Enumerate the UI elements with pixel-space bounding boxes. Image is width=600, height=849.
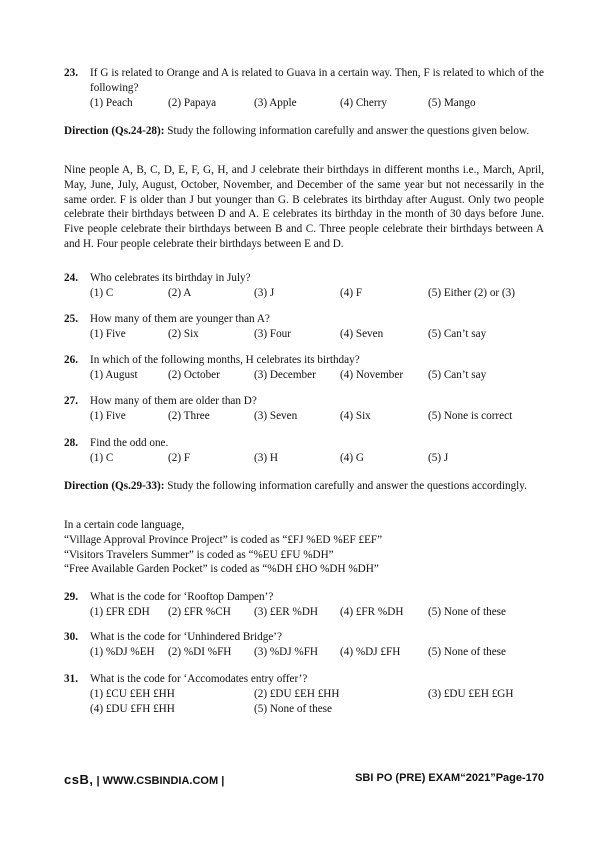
option-3: (3) Seven <box>254 409 298 422</box>
options-row <box>90 409 544 424</box>
question-30 <box>64 630 544 660</box>
question-text: What is the code for ‘Unhindered Bridge’? <box>90 631 282 643</box>
footer-brand <box>64 771 224 789</box>
option-4: (4) £FR %DH <box>340 605 404 618</box>
csb-logo: csB, <box>64 772 94 787</box>
options-row <box>90 327 544 342</box>
question-text: What is the code for ‘Rooftop Dampen’? <box>90 591 274 603</box>
question-number: 27. <box>64 395 78 407</box>
direction-24-28 <box>64 124 544 139</box>
question-31 <box>64 672 544 717</box>
option-3: (3) J <box>254 286 275 299</box>
option-4: (4) Six <box>340 409 371 422</box>
option-2: (2) F <box>168 451 191 464</box>
option-1: (1) C <box>90 451 114 464</box>
page-footer <box>64 771 544 787</box>
option-2: (2) Six <box>168 327 199 340</box>
question-number: 25. <box>64 313 78 325</box>
direction-label: Direction (Qs.29-33): <box>64 480 165 492</box>
option-4: (4) Seven <box>340 327 384 340</box>
option-3: (3) H <box>254 451 278 464</box>
question-text: How many of them are older than D? <box>90 395 257 407</box>
option-1: (1) £CU £EH £HH <box>90 687 175 700</box>
question-28 <box>64 436 544 466</box>
question-29 <box>64 590 544 620</box>
option-4: (4) £DU £FH £HH <box>90 702 175 715</box>
option-4: (4) F <box>340 286 363 299</box>
question-27 <box>64 394 544 424</box>
code-line-2: “Visitors Travelers Summer” is coded as “%EU £FU %DH” <box>64 548 334 561</box>
direction-text: Study the following information carefully and answer the questions accordingly. <box>164 480 527 492</box>
option-3: (3) £ER %DH <box>254 605 319 618</box>
option-4: (4) %DJ £FH <box>340 645 401 658</box>
direction-29-33 <box>64 479 544 494</box>
option-2: (2) A <box>168 286 192 299</box>
footer-page-label: SBI PO (PRE) EXAM“2021”Page-170 <box>355 772 544 784</box>
question-text: If G is related to Orange and A is related to Guava in a certain way. Then, F is related to which of the following? <box>90 67 544 94</box>
direction-label: Direction (Qs.24-28): <box>64 125 165 137</box>
option-1: (1) Peach <box>90 96 133 109</box>
code-line-1: “Village Approval Province Project” is coded as “£FJ %ED %EF £EF” <box>64 533 383 546</box>
question-number: 24. <box>64 272 78 284</box>
option-2: (2) October <box>168 368 220 381</box>
question-23 <box>64 66 544 111</box>
options-row <box>90 645 544 660</box>
options-row <box>90 451 544 466</box>
option-2: (2) Three <box>168 409 210 422</box>
options-row <box>90 687 544 702</box>
options-row <box>90 368 544 383</box>
option-3: (3) Four <box>254 327 291 340</box>
question-number: 31. <box>64 673 78 685</box>
question-number: 23. <box>64 67 78 79</box>
options-row <box>90 96 544 111</box>
direction-text: Study the following information carefully and answer the questions given below. <box>164 125 530 137</box>
question-number: 30. <box>64 631 78 643</box>
option-3: (3) %DJ %FH <box>254 645 319 658</box>
puzzle-paragraph: Nine people A, B, C, D, E, F, G, H, and J celebrate their birthdays in different months i.e., March, April, May, June, July, August, October, November, and December of the same year but not necessarily in the same order. F is older than J but younger than G. B celebrates its birthday after August. Only two people celebrate their birthdays between D and A. E celebrates its birthday in the month of 30 days before June. Five people celebrate their birthdays between B and C. Three people celebrate their birthdays between A and H. Four people celebrate their birthdays between E and D. <box>64 164 544 250</box>
option-5: (5) None of these <box>254 702 332 715</box>
option-1: (1) C <box>90 286 114 299</box>
option-4: (4) November <box>340 368 404 381</box>
option-1: (1) £FR £DH <box>90 605 150 618</box>
question-text: Find the odd one. <box>90 437 169 449</box>
option-5: (5) Mango <box>428 96 476 109</box>
option-2: (2) £DU £EH £HH <box>254 687 340 700</box>
options-row <box>90 286 544 301</box>
question-number: 26. <box>64 354 78 366</box>
option-1: (1) %DJ %EH <box>90 645 155 658</box>
option-5: (5) Can’t say <box>428 368 487 381</box>
option-5: (5) J <box>428 451 449 464</box>
code-language-block <box>64 518 544 577</box>
option-2: (2) %DI %FH <box>168 645 232 658</box>
option-5: (5) None is correct <box>428 409 513 422</box>
question-26 <box>64 353 544 383</box>
option-2: (2) Papaya <box>168 96 217 109</box>
option-5: (5) Either (2) or (3) <box>428 286 515 299</box>
option-1: (1) August <box>90 368 138 381</box>
code-line-3: “Free Available Garden Pocket” is coded as “%DH £HO %DH %DH” <box>64 563 379 576</box>
option-5: (5) None of these <box>428 645 506 658</box>
question-text: Who celebrates its birthday in July? <box>90 272 251 284</box>
code-intro: In a certain code language, <box>64 519 185 531</box>
option-4: (4) Cherry <box>340 96 387 109</box>
question-text: What is the code for ‘Accomodates entry offer’? <box>90 673 308 685</box>
question-24 <box>64 271 544 301</box>
options-row <box>90 605 544 620</box>
options-row <box>90 702 544 717</box>
question-text: In which of the following months, H celebrates its birthday? <box>90 354 360 366</box>
option-3: (3) Apple <box>254 96 297 109</box>
question-25 <box>64 312 544 342</box>
option-3: (3) £DU £EH £GH <box>428 687 514 700</box>
option-5: (5) None of these <box>428 605 506 618</box>
option-2: (2) £FR %CH <box>168 605 231 618</box>
question-text: How many of them are younger than A? <box>90 313 270 325</box>
footer-website: | WWW.CSBINDIA.COM | <box>93 775 225 787</box>
option-5: (5) Can’t say <box>428 327 487 340</box>
question-number: 28. <box>64 437 78 449</box>
option-3: (3) December <box>254 368 316 381</box>
option-1: (1) Five <box>90 409 126 422</box>
question-number: 29. <box>64 591 78 603</box>
option-4: (4) G <box>340 451 364 464</box>
option-1: (1) Five <box>90 327 126 340</box>
